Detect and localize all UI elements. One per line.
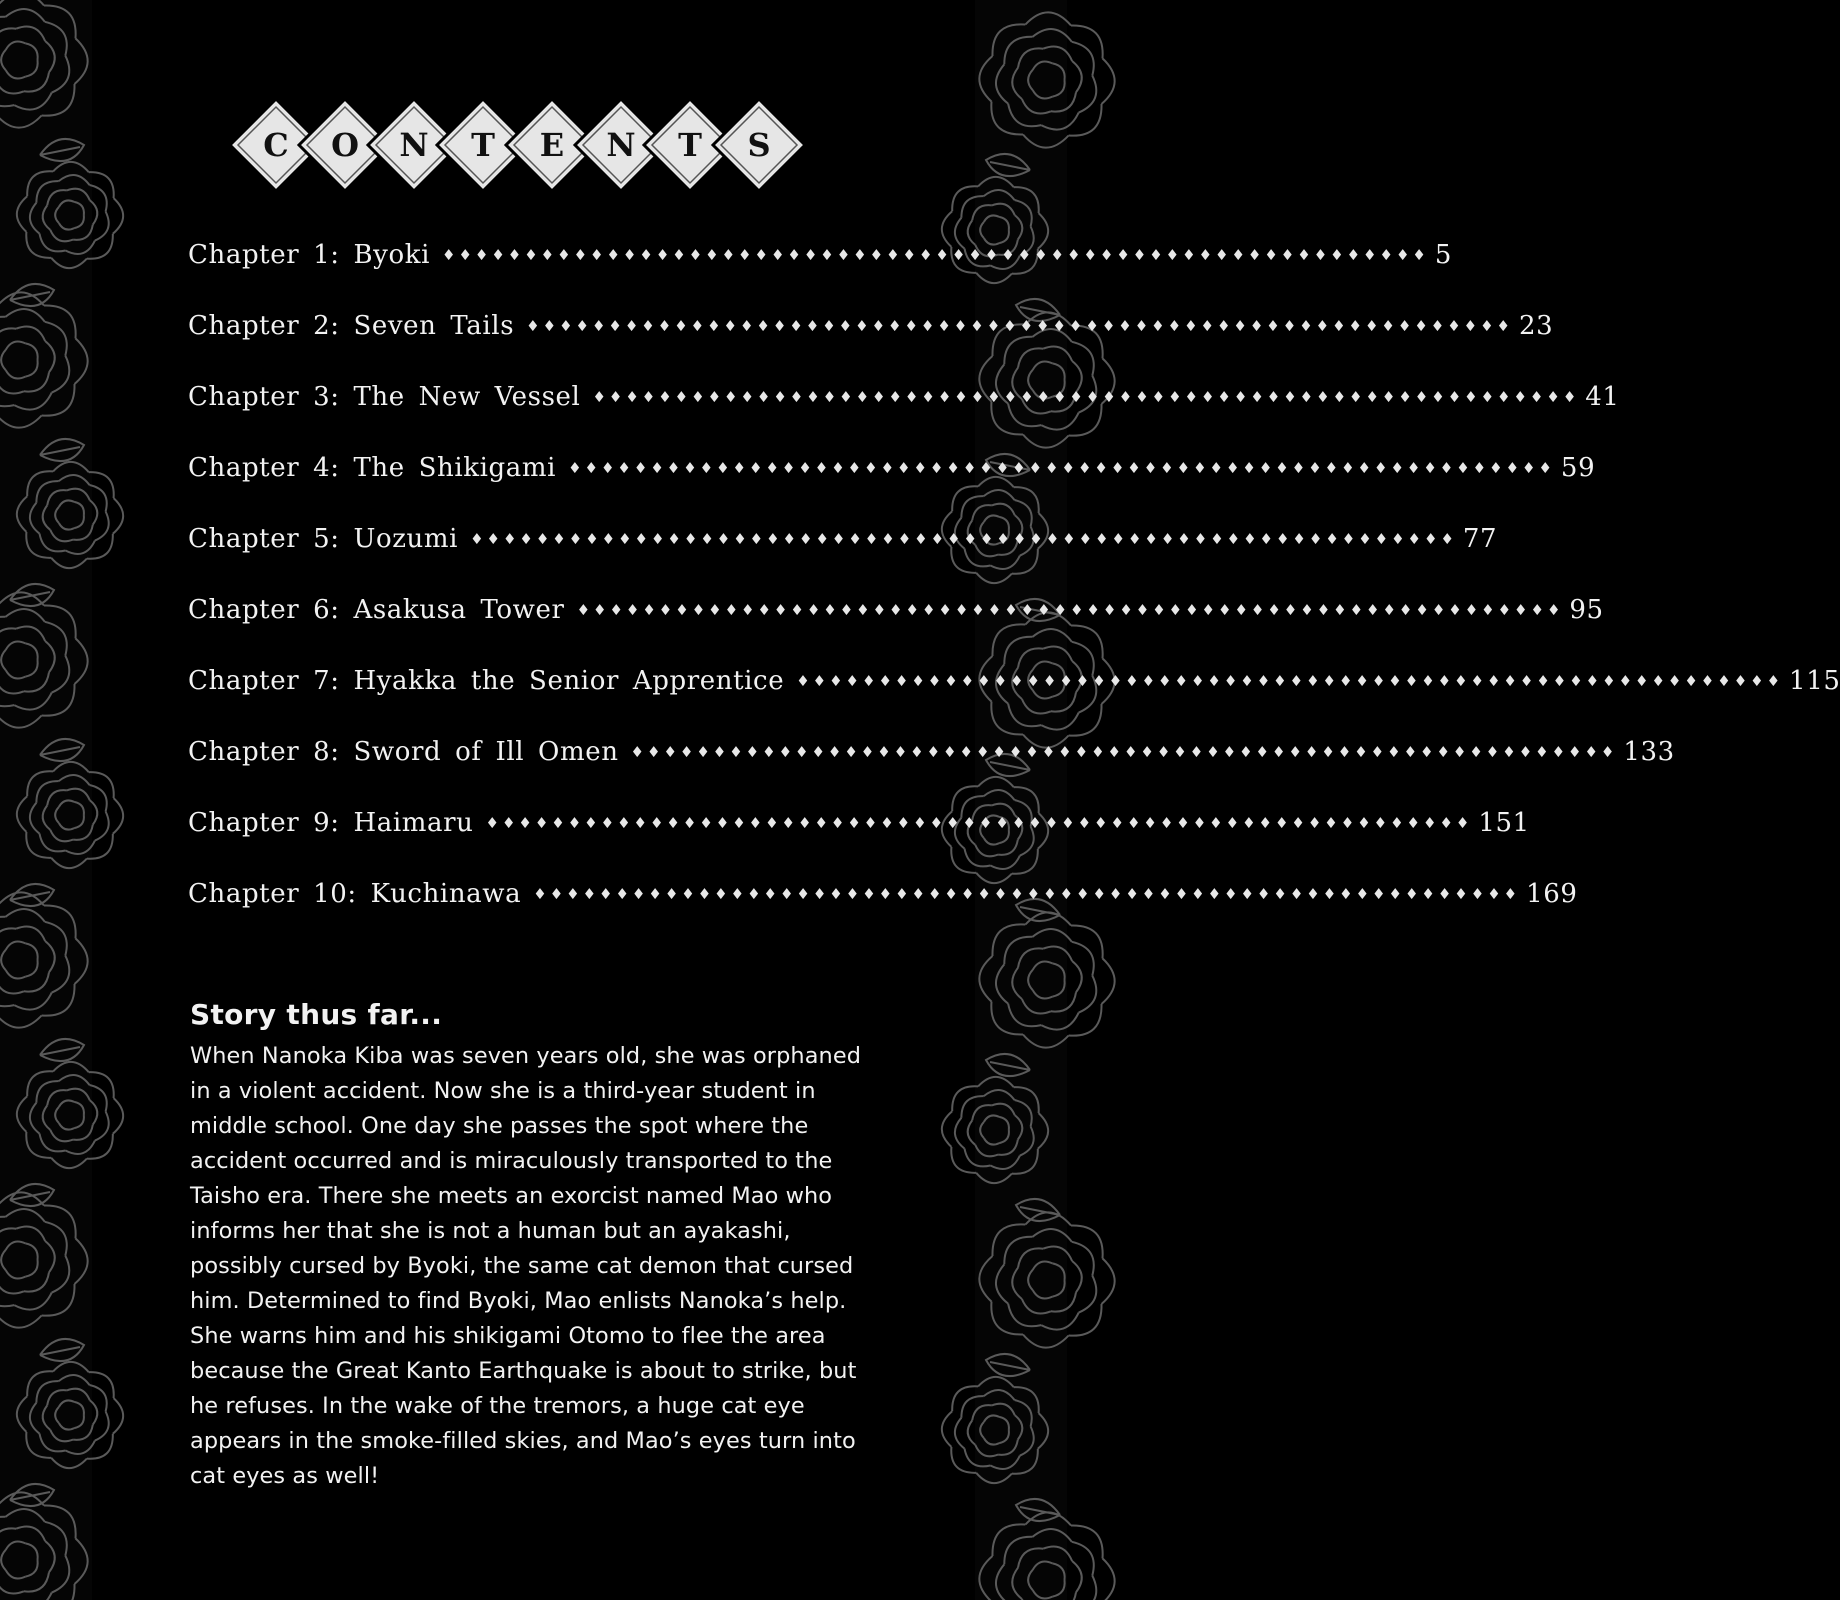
- toc-leader-dots: ♦♦♦♦♦♦♦♦♦♦♦♦♦♦♦♦♦♦♦♦♦♦♦♦♦♦♦♦♦♦♦♦♦♦♦♦♦♦♦♦♦♦♦♦♦♦♦♦♦♦♦♦♦♦♦♦♦♦♦♦: [526, 317, 1514, 335]
- toc-chapter-title: Chapter 5: Uozumi: [188, 524, 459, 554]
- toc-row: [188, 453, 1596, 524]
- toc-leader-dots: ♦♦♦♦♦♦♦♦♦♦♦♦♦♦♦♦♦♦♦♦♦♦♦♦♦♦♦♦♦♦♦♦♦♦♦♦♦♦♦♦♦♦♦♦♦♦♦♦♦♦♦♦♦♦♦♦♦♦♦♦: [576, 601, 1564, 619]
- title-letter: T: [678, 126, 702, 164]
- toc-page-number: 59: [1560, 453, 1596, 483]
- toc-chapter-title: Chapter 8: Sword of Ill Omen: [188, 737, 619, 767]
- title-letter: C: [263, 126, 289, 164]
- toc-page-number: 151: [1478, 808, 1530, 838]
- toc-row: [188, 240, 1452, 311]
- toc-row: [188, 879, 1578, 950]
- toc-row: [188, 524, 1498, 595]
- toc-row: [188, 595, 1604, 666]
- toc-row: [188, 311, 1554, 382]
- toc-leader-dots: ♦♦♦♦♦♦♦♦♦♦♦♦♦♦♦♦♦♦♦♦♦♦♦♦♦♦♦♦♦♦♦♦♦♦♦♦♦♦♦♦♦♦♦♦♦♦♦♦♦♦♦♦♦♦♦♦♦♦♦♦: [592, 388, 1580, 406]
- toc-page-number: 77: [1462, 524, 1498, 554]
- toc-leader-dots: ♦♦♦♦♦♦♦♦♦♦♦♦♦♦♦♦♦♦♦♦♦♦♦♦♦♦♦♦♦♦♦♦♦♦♦♦♦♦♦♦♦♦♦♦♦♦♦♦♦♦♦♦♦♦♦♦♦♦♦♦: [568, 459, 1555, 477]
- toc-chapter-title: Chapter 1: Byoki: [188, 240, 430, 270]
- toc-chapter-title: Chapter 9: Haimaru: [188, 808, 474, 838]
- toc-page-number: 95: [1569, 595, 1604, 625]
- title-letter: O: [331, 126, 359, 164]
- title-letter: N: [606, 126, 636, 164]
- toc-chapter-title: Chapter 7: Hyakka the Senior Apprentice: [188, 666, 785, 696]
- story-body: When Nanoka Kiba was seven years old, she was orphaned in a violent accident. Now she is a third-year student in middle school. One day she passes the spot where the accident occurred and is miraculously transported to the Taisho era. There she meets an exorcist named Mao who informs her that she is not a human but an ayakashi, possibly cursed by Byoki, the same cat demon that cursed him. Determined to find Byoki, Mao enlists Nanoka’s help. She warns him and his shikigami Otomo to flee the area because the Great Kanto Earthquake is about to strike, but he refuses. In the wake of the tremors, a huge cat eye appears in the smoke-filled skies, and Mao’s eyes turn into cat eyes as well!: [190, 1043, 862, 1489]
- contents-diamond-tiles: [228, 97, 820, 193]
- peony-pattern-left-icon: [0, 0, 92, 1600]
- toc-page-number: 41: [1585, 382, 1620, 412]
- toc-leader-dots: ♦♦♦♦♦♦♦♦♦♦♦♦♦♦♦♦♦♦♦♦♦♦♦♦♦♦♦♦♦♦♦♦♦♦♦♦♦♦♦♦♦♦♦♦♦♦♦♦♦♦♦♦♦♦♦♦♦♦♦♦: [470, 530, 1457, 548]
- story-heading: Story thus far...: [190, 998, 443, 1031]
- contents-title: [228, 97, 820, 193]
- toc-page-number: 169: [1526, 879, 1578, 909]
- title-letter: E: [539, 126, 565, 164]
- toc-row: [188, 737, 1675, 808]
- title-letter-tile: [713, 99, 805, 191]
- toc-page-number: 133: [1623, 737, 1675, 767]
- toc-chapter-title: Chapter 3: The New Vessel: [188, 382, 581, 412]
- peony-pattern-right-icon: [975, 0, 1067, 1600]
- table-of-contents: [188, 240, 1840, 950]
- toc-chapter-title: Chapter 10: Kuchinawa: [188, 879, 522, 909]
- toc-page-number: 23: [1519, 311, 1554, 341]
- toc-chapter-title: Chapter 2: Seven Tails: [188, 311, 515, 341]
- toc-chapter-title: Chapter 6: Asakusa Tower: [188, 595, 565, 625]
- title-letter: T: [471, 126, 495, 164]
- toc-page-number: 115: [1789, 666, 1840, 696]
- title-letter: N: [399, 126, 429, 164]
- toc-row: [188, 666, 1840, 737]
- toc-leader-dots: ♦♦♦♦♦♦♦♦♦♦♦♦♦♦♦♦♦♦♦♦♦♦♦♦♦♦♦♦♦♦♦♦♦♦♦♦♦♦♦♦♦♦♦♦♦♦♦♦♦♦♦♦♦♦♦♦♦♦♦♦: [533, 885, 1521, 903]
- toc-leader-dots: ♦♦♦♦♦♦♦♦♦♦♦♦♦♦♦♦♦♦♦♦♦♦♦♦♦♦♦♦♦♦♦♦♦♦♦♦♦♦♦♦♦♦♦♦♦♦♦♦♦♦♦♦♦♦♦♦♦♦♦♦: [630, 743, 1618, 761]
- toc-page-number: 5: [1434, 240, 1452, 270]
- title-letter: S: [747, 126, 771, 164]
- toc-chapter-title: Chapter 4: The Shikigami: [188, 453, 557, 483]
- toc-row: [188, 808, 1530, 879]
- story-summary: [190, 998, 870, 1494]
- toc-row: [188, 382, 1620, 453]
- toc-leader-dots: ♦♦♦♦♦♦♦♦♦♦♦♦♦♦♦♦♦♦♦♦♦♦♦♦♦♦♦♦♦♦♦♦♦♦♦♦♦♦♦♦♦♦♦♦♦♦♦♦♦♦♦♦♦♦♦♦♦♦♦♦: [796, 672, 1784, 690]
- toc-leader-dots: ♦♦♦♦♦♦♦♦♦♦♦♦♦♦♦♦♦♦♦♦♦♦♦♦♦♦♦♦♦♦♦♦♦♦♦♦♦♦♦♦♦♦♦♦♦♦♦♦♦♦♦♦♦♦♦♦♦♦♦♦: [485, 814, 1473, 832]
- toc-leader-dots: ♦♦♦♦♦♦♦♦♦♦♦♦♦♦♦♦♦♦♦♦♦♦♦♦♦♦♦♦♦♦♦♦♦♦♦♦♦♦♦♦♦♦♦♦♦♦♦♦♦♦♦♦♦♦♦♦♦♦♦♦: [442, 246, 1429, 264]
